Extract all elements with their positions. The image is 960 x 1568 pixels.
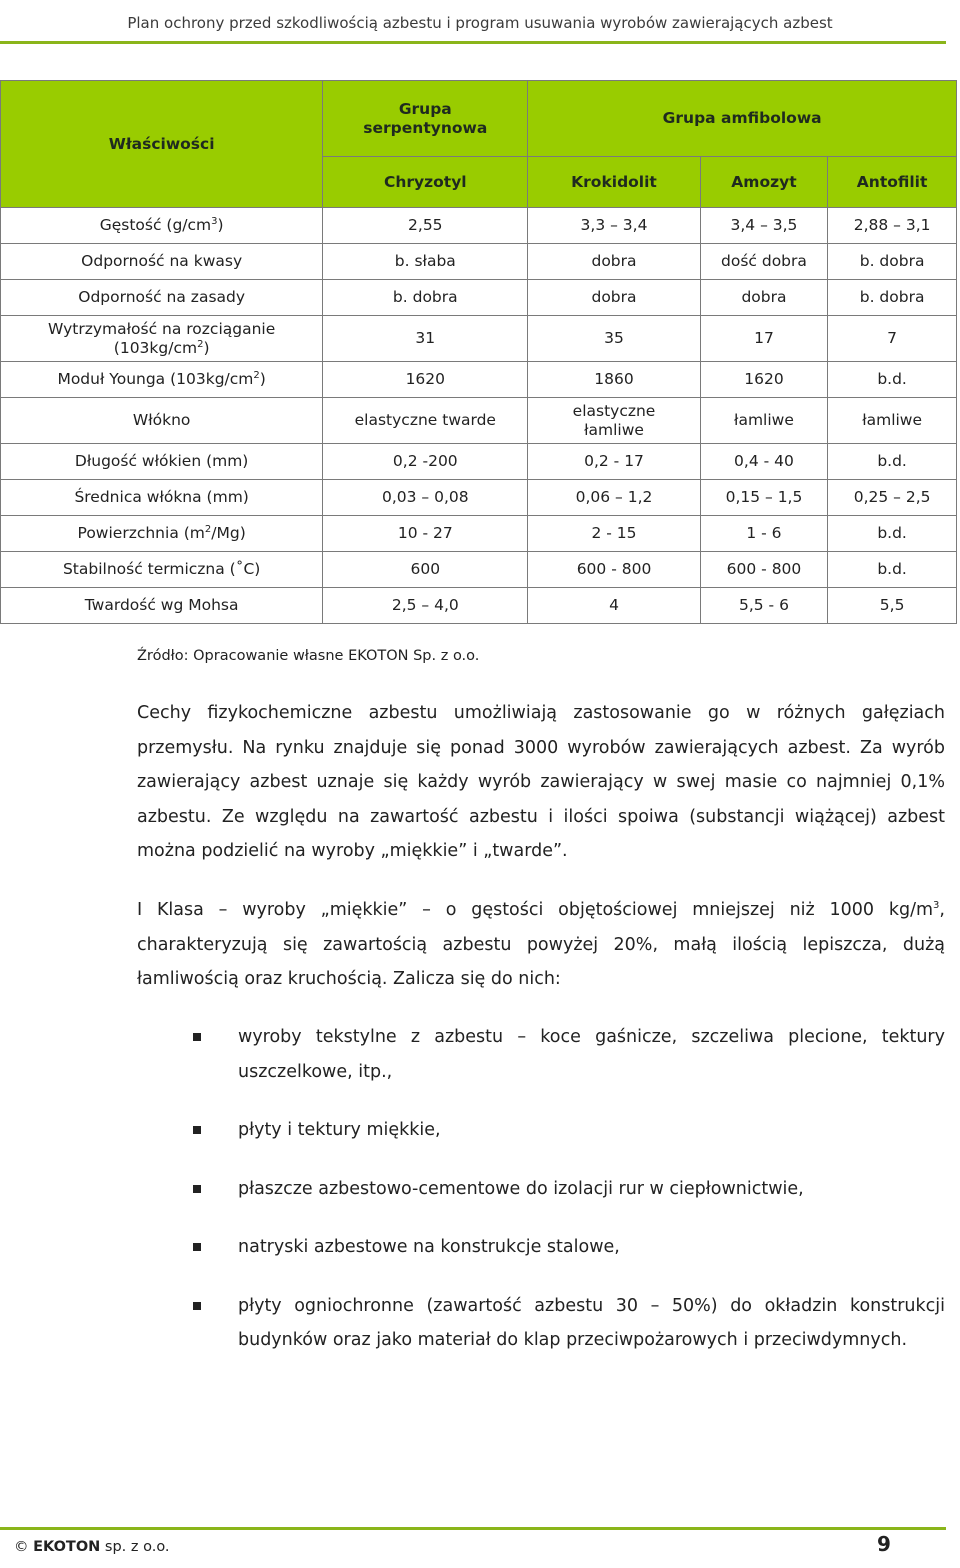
cell: b.d.	[828, 516, 957, 552]
cell: łamliwe	[700, 398, 828, 444]
cell: 7	[828, 316, 957, 362]
row-label: Włókno	[1, 398, 323, 444]
table-row	[1, 552, 957, 588]
cell: 10 - 27	[323, 516, 528, 552]
cell: 5,5 - 6	[700, 588, 828, 624]
bullet-square-icon	[193, 1033, 201, 1041]
table-row	[1, 480, 957, 516]
copyright-icon: ©	[14, 1539, 29, 1555]
bullet-square-icon	[193, 1126, 201, 1134]
cell: 0,03 – 0,08	[323, 480, 528, 516]
cell: 17	[700, 316, 828, 362]
cell: 0,2 - 17	[528, 444, 700, 480]
table-corner-header: Właściwości	[1, 81, 323, 208]
cell: 1620	[700, 362, 828, 398]
paragraph-properties: Cechy fizykochemiczne azbestu umożliwiają zastosowanie go w różnych gałęziach przemysłu. Na rynku znajduje się ponad 3000 wyrobów zawierających azbest. Za wyrób zawierający azbest uznaje się każdy wyrób zawierający w swej masie co najmniej 0,1% azbestu. Ze względu na zawartość azbestu i ilości spoiwa (substancji wiążącej) azbest można podzielić na wyroby „miękkie” i „twarde”.	[137, 703, 945, 861]
row-label: Twardość wg Mohsa	[1, 588, 323, 624]
table-row	[1, 398, 957, 444]
cell: 1620	[323, 362, 528, 398]
row-label: Odporność na zasady	[1, 280, 323, 316]
cell: 0,06 – 1,2	[528, 480, 700, 516]
table-row	[1, 316, 957, 362]
cell: 2 - 15	[528, 516, 700, 552]
cell: 2,55	[323, 208, 528, 244]
bullet-square-icon	[193, 1185, 201, 1193]
table-row	[1, 208, 957, 244]
bullet-square-icon	[193, 1302, 201, 1310]
cell: 35	[528, 316, 700, 362]
cell: b.d.	[828, 362, 957, 398]
cell: dobra	[700, 280, 828, 316]
row-label: Średnica włókna (mm)	[1, 480, 323, 516]
list-item: wyroby tekstylne z azbestu – koce gaśnicze, szczeliwa plecione, tektury uszczelkowe, itp.,	[137, 1020, 945, 1089]
mineral-header: Chryzotyl	[323, 157, 528, 208]
table-source-note: Źródło: Opracowanie własne EKOTON Sp. z o.o.	[137, 648, 480, 664]
page-number: 9	[877, 1532, 891, 1556]
cell: dobra	[528, 244, 700, 280]
row-label: Stabilność termiczna (˚C)	[1, 552, 323, 588]
bullet-square-icon	[193, 1243, 201, 1251]
cell: 4	[528, 588, 700, 624]
row-label: Wytrzymałość na rozciąganie $(103kg/cm^2)$	[1, 316, 323, 362]
cell: elastyczne twarde	[323, 398, 528, 444]
header-rule	[0, 41, 946, 44]
asbestos-properties-table	[0, 80, 957, 624]
row-label: Gęstość $(g/cm^3)$	[1, 208, 323, 244]
cell: 600	[323, 552, 528, 588]
list-item: płaszcze azbestowo-cementowe do izolacji rur w ciepłownictwie,	[137, 1172, 945, 1207]
group-amphibole-header: Grupa amfibolowa	[528, 81, 957, 157]
list-item: płyty i tektury miękkie,	[137, 1113, 945, 1148]
list-item: natryski azbestowe na konstrukcje stalowe,	[137, 1230, 945, 1265]
cell: b. słaba	[323, 244, 528, 280]
cell: 2,88 – 3,1	[828, 208, 957, 244]
row-label: Długość włókien (mm)	[1, 444, 323, 480]
cell: 1860	[528, 362, 700, 398]
cell: b.d.	[828, 552, 957, 588]
cell: dość dobra	[700, 244, 828, 280]
cell: 2,5 – 4,0	[323, 588, 528, 624]
cell: 600 - 800	[700, 552, 828, 588]
cell: łamliwe	[828, 398, 957, 444]
cell: 5,5	[828, 588, 957, 624]
cell: 31	[323, 316, 528, 362]
row-label: Odporność na kwasy	[1, 244, 323, 280]
mineral-header: Amozyt	[700, 157, 828, 208]
cell: 0,25 – 2,5	[828, 480, 957, 516]
table-row	[1, 362, 957, 398]
page-header-title: Plan ochrony przed szkodliwością azbestu i program usuwania wyrobów zawierających azbest	[127, 14, 833, 32]
mineral-header: Krokidolit	[528, 157, 700, 208]
table-row	[1, 588, 957, 624]
row-label: Powierzchnia $(m^2/Mg)$	[1, 516, 323, 552]
group-serpentine-header: Grupa serpentynowa	[323, 81, 528, 157]
paragraph-class-one: I Klasa – wyroby „miękkie” – o gęstości objętościowej mniejszej niż 1000 $kg/m^3$, charakteryzują się zawartością azbestu powyżej 20%, małą ilością lepiszcza, dużą łamliwością oraz kruchością. Zalicza się do nich:	[137, 900, 945, 989]
cell: 0,4 - 40	[700, 444, 828, 480]
cell: 1 - 6	[700, 516, 828, 552]
cell: b. dobra	[828, 280, 957, 316]
cell: b. dobra	[323, 280, 528, 316]
mineral-header: Antofilit	[828, 157, 957, 208]
list-item: płyty ogniochronne (zawartość azbestu 30 – 50%) do okładzin konstrukcji budynków oraz jako materiał do klap przeciwpożarowych i przeciwdymnych.	[137, 1289, 945, 1358]
cell: b. dobra	[828, 244, 957, 280]
row-label: Moduł Younga $(103kg/cm^2)$	[1, 362, 323, 398]
soft-products-list	[137, 1020, 945, 1358]
cell: 3,4 – 3,5	[700, 208, 828, 244]
footer-rule	[0, 1527, 946, 1530]
table-row	[1, 516, 957, 552]
table-row	[1, 444, 957, 480]
table-row	[1, 280, 957, 316]
cell: 3,3 – 3,4	[528, 208, 700, 244]
cell: 0,15 – 1,5	[700, 480, 828, 516]
cell: 0,2 -200	[323, 444, 528, 480]
footer-company: © EKOTON sp. z o.o.	[14, 1539, 170, 1555]
cell: elastyczne łamliwe	[528, 398, 700, 444]
cell: dobra	[528, 280, 700, 316]
cell: 600 - 800	[528, 552, 700, 588]
table-row	[1, 244, 957, 280]
cell: b.d.	[828, 444, 957, 480]
